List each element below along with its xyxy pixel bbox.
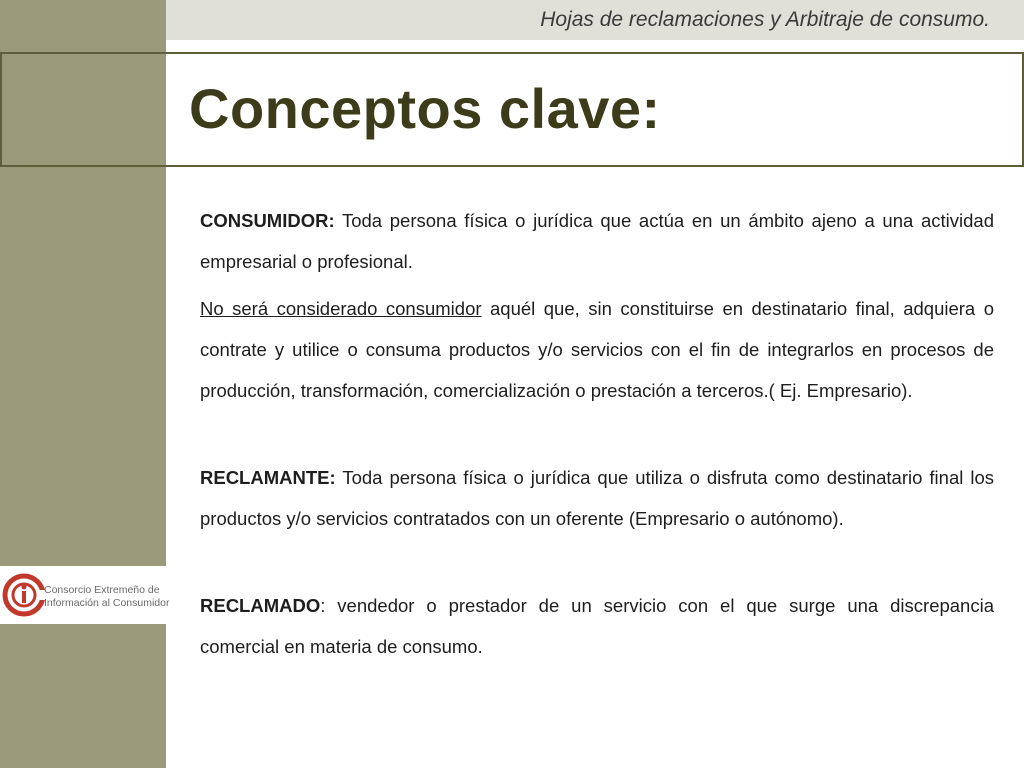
header-subtitle: Hojas de reclamaciones y Arbitraje de consumo. [540, 8, 990, 31]
term-consumidor: CONSUMIDOR: [200, 210, 335, 231]
paragraph-no-consumidor [200, 288, 994, 411]
header-bar [166, 0, 1024, 40]
term-reclamado: RECLAMADO [200, 595, 321, 616]
paragraph-consumidor [200, 200, 994, 282]
definition-reclamado: : vendedor o prestador de un servicio con el que surge una discrepancia comercial en materia de consumo. [200, 595, 994, 657]
slide-content [200, 200, 994, 673]
definition-no-consumidor: aquél que, sin constituirse en destinatario final, adquiera o contrate y utilice o consuma productos y/o servicios con el fin de integrarlos en procesos de producción, transformación, comercialización o prestación a terceros.( Ej. Empresario). [200, 298, 994, 401]
definition-consumidor: Toda persona física o jurídica que actúa en un ámbito ajeno a una actividad empresarial o profesional. [200, 210, 994, 272]
consorcio-logo [0, 566, 170, 624]
slide-title: Conceptos clave: [189, 77, 661, 140]
consorcio-logo-icon [2, 570, 46, 620]
logo-text-line1: Consorcio Extremeño de [44, 584, 160, 596]
paragraph-reclamado [200, 585, 994, 667]
logo-text-line2: Información al Consumidor [44, 597, 170, 609]
term-reclamante: RECLAMANTE: [200, 467, 336, 488]
definition-reclamante: Toda persona física o jurídica que utiliza o disfruta como destinatario final los productos y/o servicios contratados con un oferente (Empresario o autónomo). [200, 467, 994, 529]
logo-text [44, 584, 169, 610]
paragraph-reclamante [200, 457, 994, 539]
underlined-phrase: No será considerado consumidor [200, 298, 482, 319]
